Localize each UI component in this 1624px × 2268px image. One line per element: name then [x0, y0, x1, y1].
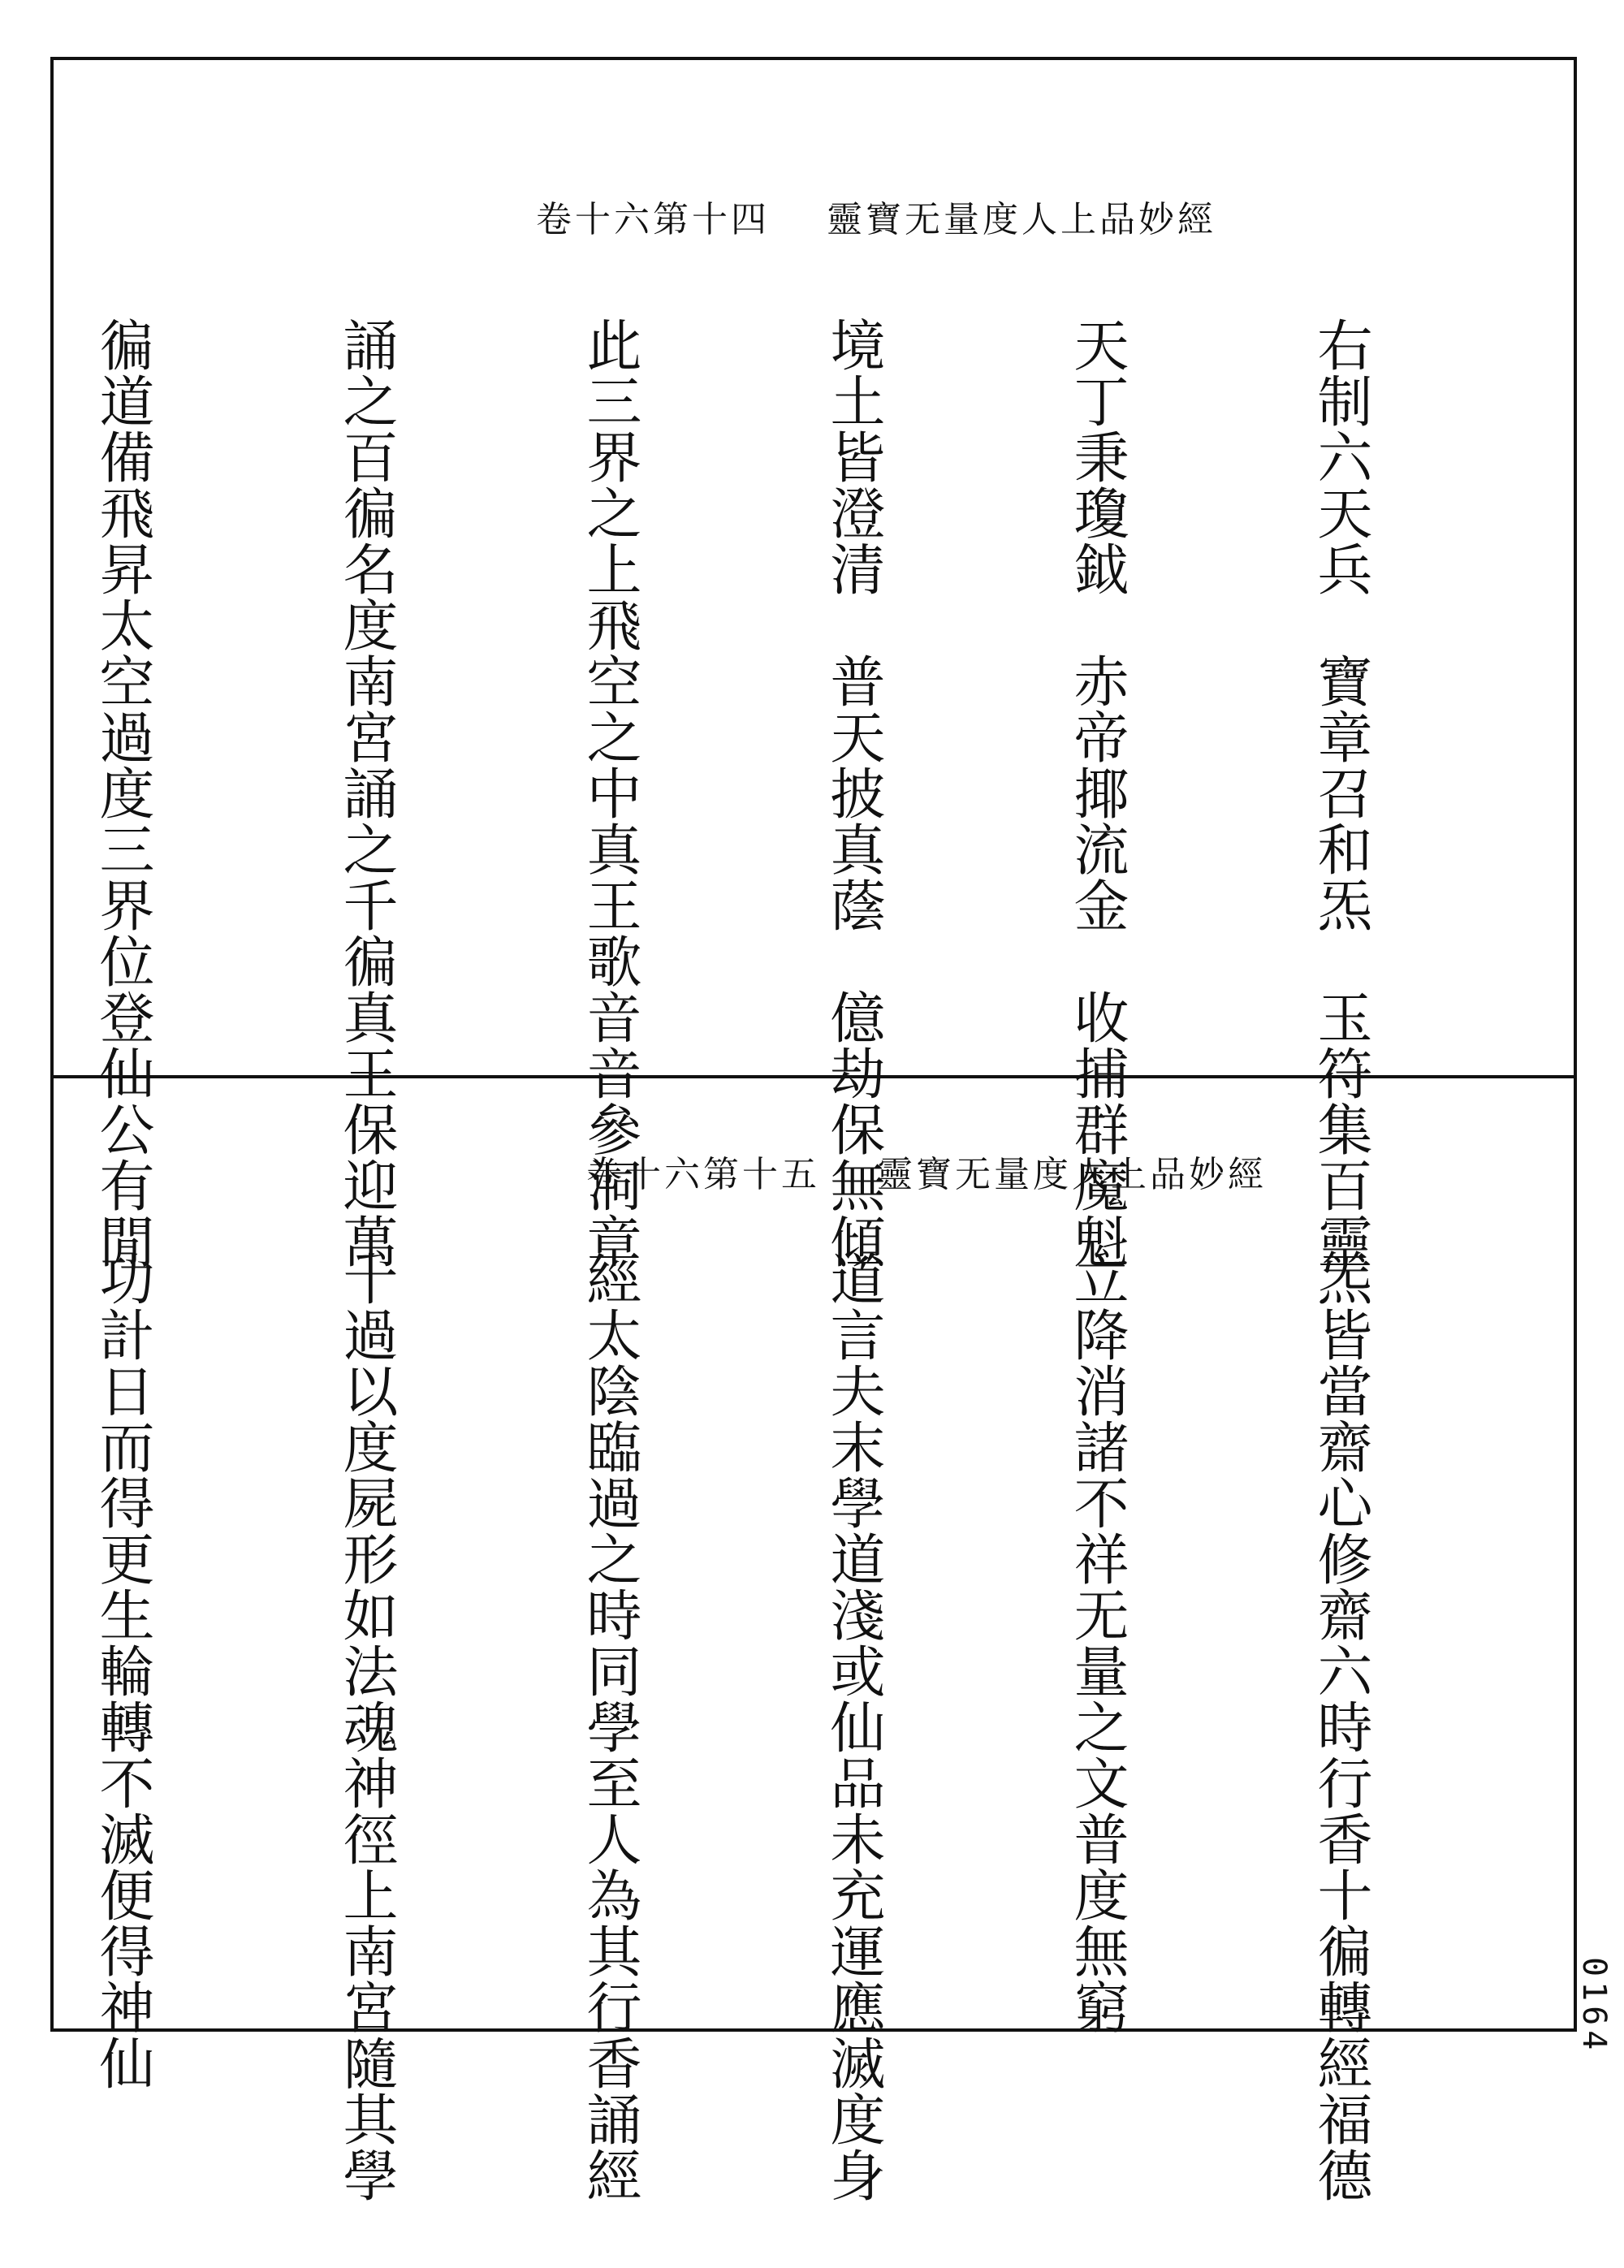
text-column: 十過以度屍形如法魂神徑上南宮隨其學	[334, 1251, 398, 2203]
text-column: 立降消諸不祥无量之文普度無窮	[1065, 1251, 1129, 2035]
top-header-volume: 卷十六第十四	[536, 199, 770, 240]
bottom-header-title: 靈寶无量度人上品妙經	[877, 1154, 1267, 1195]
text-column: 此三界之上飛空之中真王歌音音參洞章	[577, 317, 641, 1269]
text-column: 功計日而得更生輪轉不滅便得神仙	[90, 1251, 154, 2091]
text-column: 經太陰臨過之時同學至人為其行香誦經	[577, 1251, 641, 2203]
text-column: 境土皆澄清 普天披真蔭 億劫保無傾	[821, 317, 885, 1269]
top-running-header	[536, 190, 1216, 242]
bottom-header-volume: 卷十六第十五	[586, 1154, 820, 1195]
bottom-running-header	[586, 1145, 1267, 1197]
text-column: 徧道備飛昇太空過度三界位登仙公有閒	[90, 317, 154, 1269]
text-column: 天丁秉瓊鉞 赤帝揶流金 收捕群魔魁	[1065, 317, 1129, 1269]
page-number: 0164	[1575, 1957, 1613, 2055]
text-column: 右制六天兵 寶章召和炁 玉符集百靈	[1308, 317, 1372, 1269]
top-header-title: 靈寶无量度人上品妙經	[827, 199, 1216, 240]
bottom-text-block	[0, 1251, 1543, 2203]
text-column: 誦之百徧名度南宮誦之千徧真王保迎萬	[334, 317, 398, 1269]
text-column: 炁皆當齋心修齋六時行香十徧轉經福德	[1308, 1251, 1372, 2203]
text-column: 道言夫末學道淺或仙品未充運應滅度身	[821, 1251, 885, 2203]
